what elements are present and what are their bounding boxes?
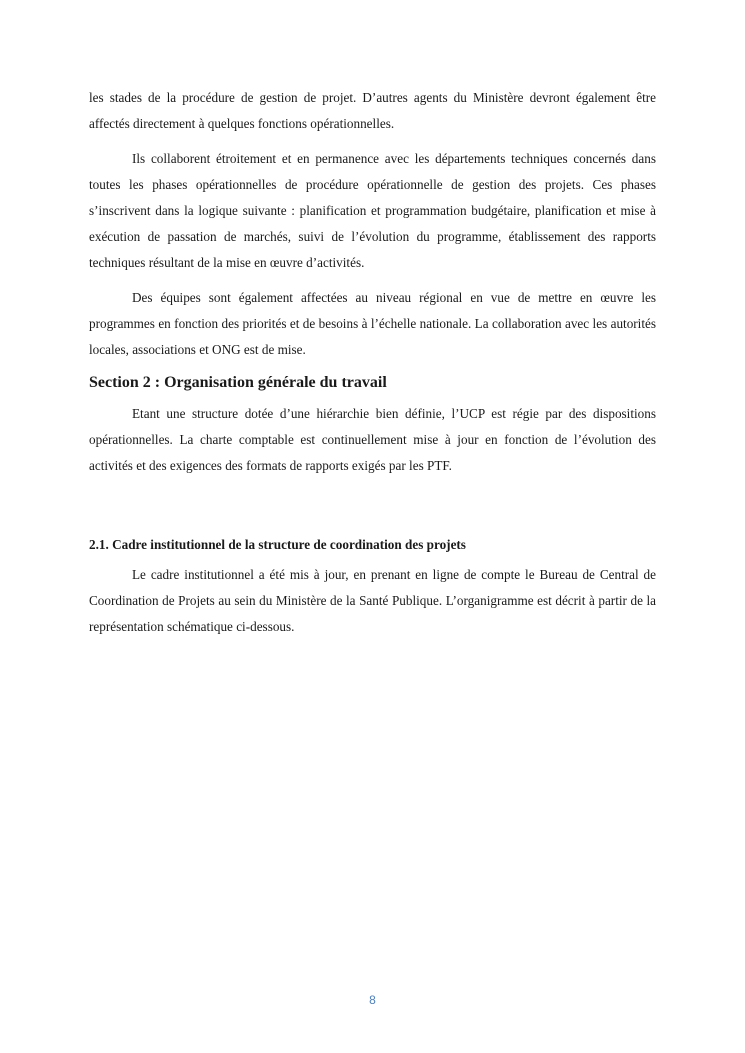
paragraph-regional-teams: Des équipes sont également affectées au niveau régional en vue de mettre en œuvre les programmes en fonction des priorités et de besoins à l’échelle nationale. La collaboration avec les autorités locales, associations et ONG est de mise. [89,290,656,357]
paragraph-collaboration: Ils collaborent étroitement et en permanence avec les départements techniques concernés dans toutes les phases opérationnelles de procédure opérationnelle de gestion des projets. Ces phases s’inscrivent dans la logique suivante : planification et programmation budgétaire, planification et mise à exécution de passation de marchés, suivi de l’évolution du programme, établissement des rapports techniques résultant de la mise en œuvre d’activités. [89,151,656,270]
paragraph-organisation: Etant une structure dotée d’une hiérarchie bien définie, l’UCP est régie par des dispositions opérationnelles. La charte comptable est continuellement mise à jour en fonction de l’évolution des activités et des exigences des formats de rapports exigés par les PTF. [89,406,656,473]
page-number: 8 [369,993,376,1007]
subsection-heading: 2.1. Cadre institutionnel de la structure de coordination des projets [89,537,466,552]
paragraph-continuation: les stades de la procédure de gestion de projet. D’autres agents du Ministère devront également être affectés directement à quelques fonctions opérationnelles. [89,90,656,131]
paragraph-institutional-frame: Le cadre institutionnel a été mis à jour, en prenant en ligne de compte le Bureau de Central de Coordination de Projets au sein du Ministère de la Santé Publique. L’organigramme est décrit à partir de la représentation schématique ci-dessous. [89,567,656,634]
section-heading: Section 2 : Organisation générale du travail [89,374,387,391]
page-body [89,85,656,640]
